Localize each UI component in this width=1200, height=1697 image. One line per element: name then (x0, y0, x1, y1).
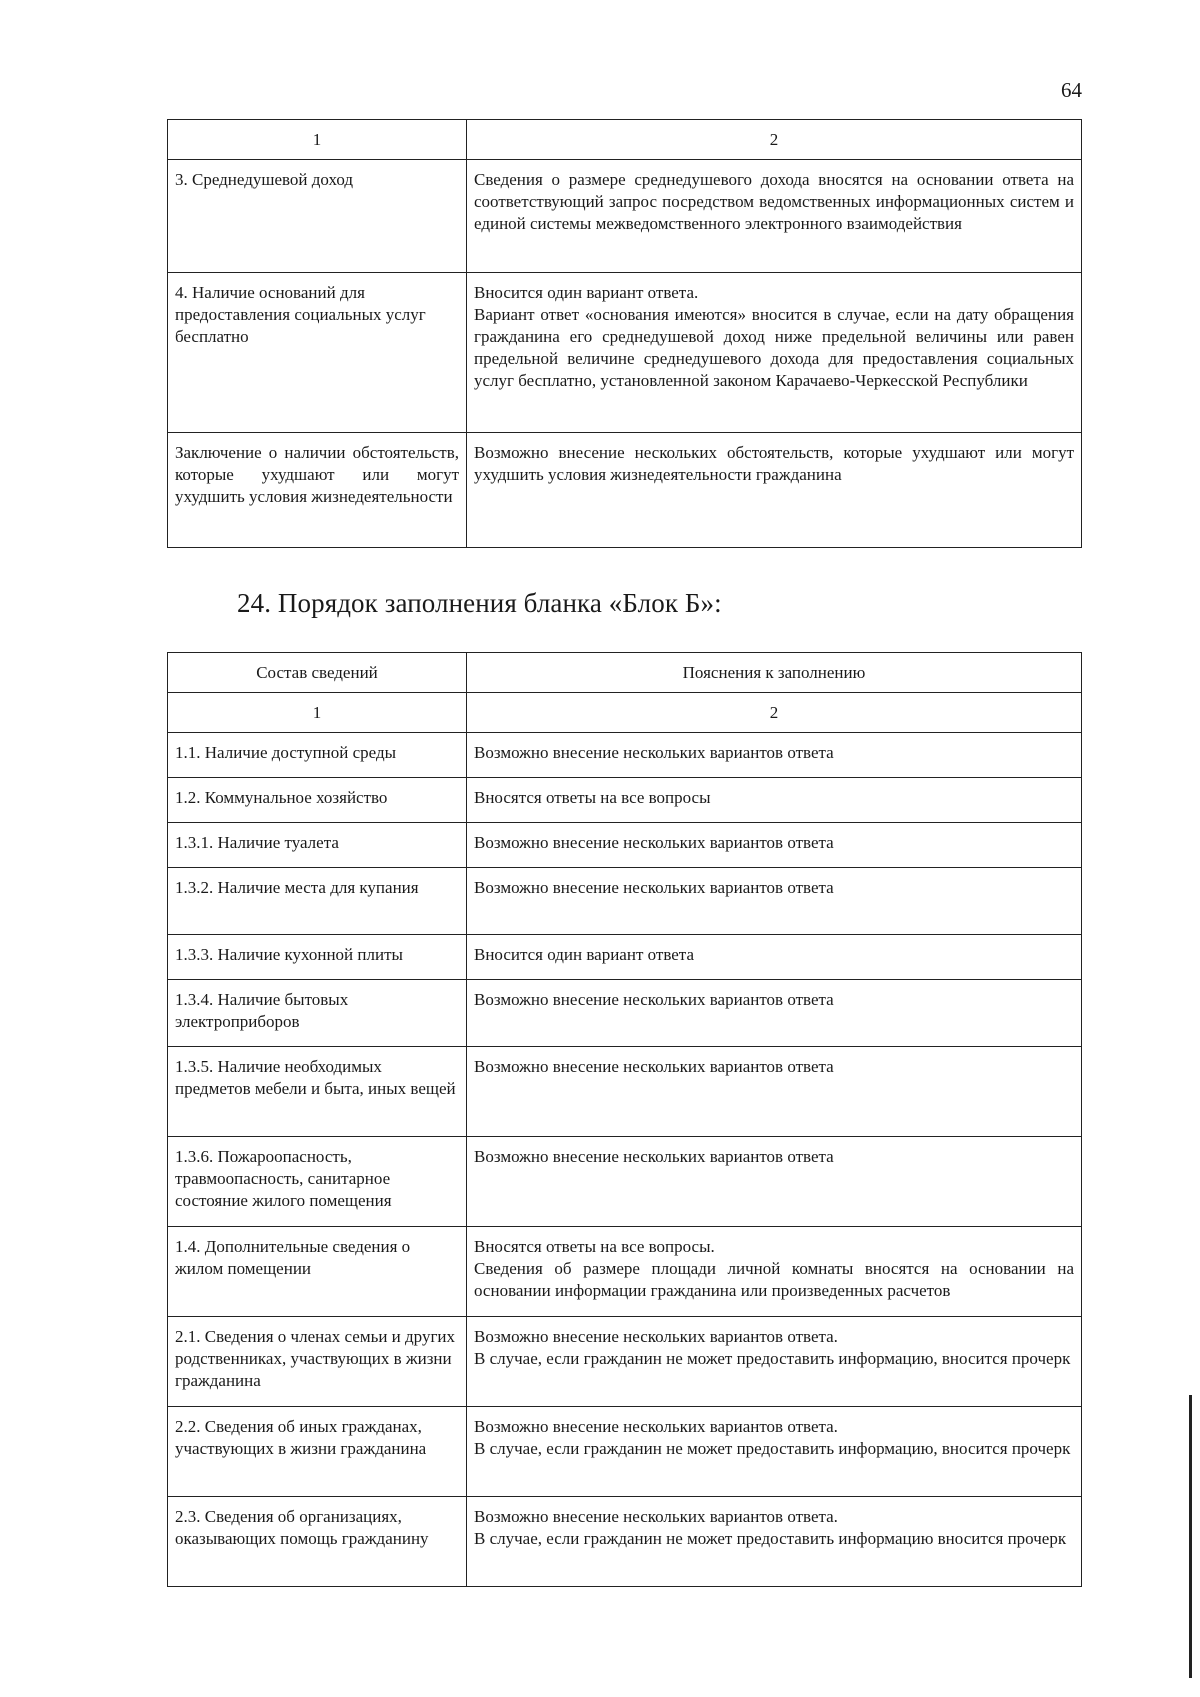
column-number-1: 1 (168, 120, 467, 160)
row-explanation (467, 1047, 1082, 1137)
row-explanation (467, 160, 1082, 273)
explanation-text: Вносятся ответы на все вопросы (474, 788, 711, 807)
row-label: 3. Среднедушевой доход (168, 160, 467, 273)
explanation-text: Возможно внесение нескольких вариантов ответа. (474, 1507, 838, 1526)
row-explanation (467, 980, 1082, 1047)
explanation-text: Возможно внесение нескольких вариантов ответа. (474, 1417, 838, 1436)
column-number-1: 1 (168, 693, 467, 733)
row-explanation (467, 823, 1082, 868)
row-label: 1.3.5. Наличие необходимых предметов мебели и быта, иных вещей (168, 1047, 467, 1137)
row-label: 1.3.1. Наличие туалета (168, 823, 467, 868)
table-bottom (167, 652, 1082, 1587)
table-top (167, 119, 1082, 548)
row-explanation (467, 433, 1082, 548)
row-explanation (467, 778, 1082, 823)
row-explanation (467, 733, 1082, 778)
row-label: 1.3.2. Наличие места для купания (168, 868, 467, 935)
explanation-text: Вносится один вариант ответа (474, 945, 694, 964)
explanation-text: Возможно внесение нескольких вариантов ответа (474, 990, 834, 1009)
row-explanation (467, 1227, 1082, 1317)
row-explanation (467, 1407, 1082, 1497)
table-body (168, 733, 1082, 1587)
row-label: 2.2. Сведения об иных гражданах, участвующих в жизни гражданина (168, 1407, 467, 1497)
table-row (168, 1407, 1082, 1497)
row-explanation (467, 868, 1082, 935)
explanation-text: Вносится один вариант ответа. (474, 283, 699, 302)
explanation-text: Возможно внесение нескольких вариантов ответа (474, 878, 834, 897)
table-header-row (168, 693, 1082, 733)
row-label: 2.3. Сведения об организациях, оказывающих помощь гражданину (168, 1497, 467, 1587)
row-explanation (467, 935, 1082, 980)
table-row (168, 823, 1082, 868)
page-number: 64 (1061, 78, 1082, 102)
table-row (168, 273, 1082, 433)
row-label: 1.3.3. Наличие кухонной плиты (168, 935, 467, 980)
table-header-row (168, 120, 1082, 160)
explanation-text: В случае, если гражданин не может предоставить информацию, вносится прочерк (474, 1349, 1071, 1368)
explanation-text: Возможно внесение нескольких вариантов ответа (474, 1057, 834, 1076)
section-heading: 24. Порядок заполнения бланка «Блок Б»: (237, 588, 722, 618)
row-label: 4. Наличие оснований для предоставления социальных услуг бесплатно (168, 273, 467, 433)
explanation-text: Возможно внесение нескольких вариантов ответа (474, 1147, 834, 1166)
explanation-text: Возможно внесение нескольких вариантов ответа (474, 743, 834, 762)
row-label: Заключение о наличии обстоятельств, которые ухудшают или могут ухудшить условия жизнедеятельности (168, 433, 467, 548)
explanation-text: Вариант ответ «основания имеются» вносится в случае, если на дату обращения гражданина его среднедушевой доход ниже предельной величины или равен предельной величине среднедушевого дохода для предоставления социальных услуг бесплатно, установленной законом Карачаево-Черкесской Республики (474, 305, 1074, 390)
row-label: 1.3.6. Пожароопасность, травмоопасность, санитарное состояние жилого помещения (168, 1137, 467, 1227)
table-row (168, 1047, 1082, 1137)
row-explanation (467, 1497, 1082, 1587)
column-title-explanations: Пояснения к заполнению (467, 653, 1082, 693)
column-number-2: 2 (467, 120, 1082, 160)
column-title-composition: Состав сведений (168, 653, 467, 693)
explanation-text: Вносятся ответы на все вопросы. (474, 1237, 715, 1256)
table-row (168, 935, 1082, 980)
table-title-row (168, 653, 1082, 693)
table-row (168, 160, 1082, 273)
table-row (168, 1227, 1082, 1317)
table-row (168, 733, 1082, 778)
explanation-text: Сведения о размере среднедушевого дохода вносятся на основании ответа на соответствующий запрос посредством ведомственных информационных систем и единой системы межведомственного электронного взаимодействия (474, 170, 1074, 233)
table-row (168, 868, 1082, 935)
explanation-text: Сведения об размере площади личной комнаты вносятся на основании на основании информации гражданина или произведенных расчетов (474, 1259, 1074, 1300)
explanation-text: В случае, если гражданин не может предоставить информацию, вносится прочерк (474, 1439, 1071, 1458)
explanation-text: В случае, если гражданин не может предоставить информацию вносится прочерк (474, 1529, 1067, 1548)
column-number-2: 2 (467, 693, 1082, 733)
row-explanation (467, 273, 1082, 433)
table-row (168, 778, 1082, 823)
row-label: 1.3.4. Наличие бытовых электроприборов (168, 980, 467, 1047)
explanation-text: Возможно внесение нескольких вариантов ответа. (474, 1327, 838, 1346)
table-row (168, 1497, 1082, 1587)
scan-edge-mark (1189, 1395, 1192, 1678)
row-label: 2.1. Сведения о членах семьи и других родственниках, участвующих в жизни гражданина (168, 1317, 467, 1407)
row-label: 1.4. Дополнительные сведения о жилом помещении (168, 1227, 467, 1317)
explanation-text: Возможно внесение нескольких вариантов ответа (474, 833, 834, 852)
explanation-text: Возможно внесение нескольких обстоятельств, которые ухудшают или могут ухудшить условия жизнедеятельности гражданина (474, 443, 1074, 484)
table-row (168, 980, 1082, 1047)
row-label: 1.1. Наличие доступной среды (168, 733, 467, 778)
row-label: 1.2. Коммунальное хозяйство (168, 778, 467, 823)
table-row (168, 433, 1082, 548)
table-row (168, 1137, 1082, 1227)
row-explanation (467, 1317, 1082, 1407)
row-explanation (467, 1137, 1082, 1227)
table-row (168, 1317, 1082, 1407)
